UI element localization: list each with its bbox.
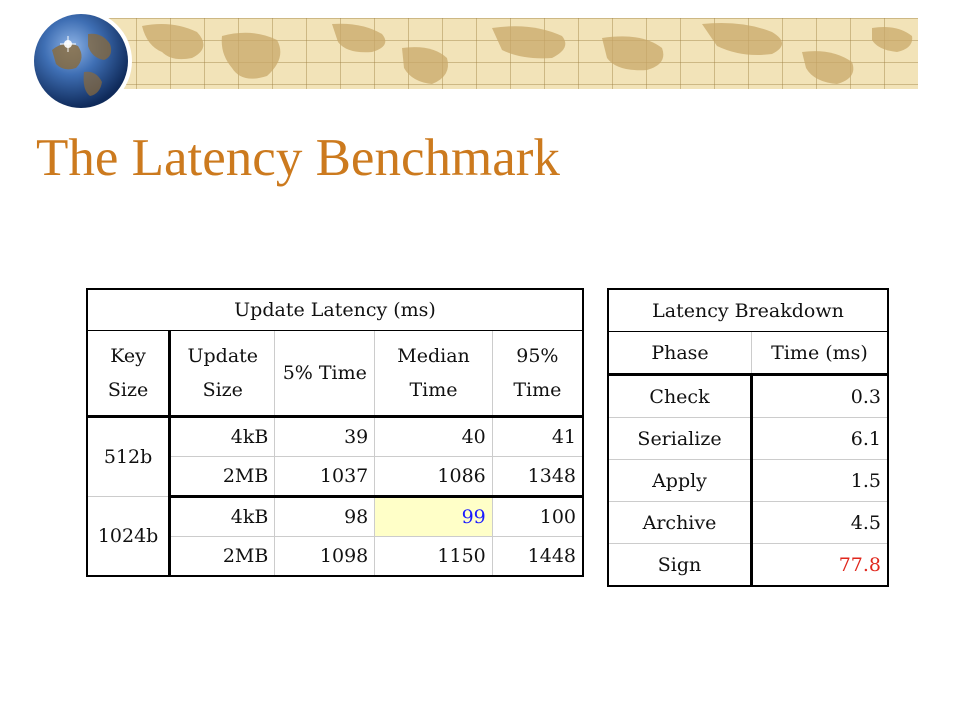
- update-latency-table: [86, 288, 584, 577]
- median-cell: 40: [375, 417, 492, 457]
- table-row: [87, 417, 583, 457]
- p95-cell: 1448: [492, 537, 583, 577]
- page-title: The Latency Benchmark: [36, 129, 560, 187]
- table-row: [608, 544, 888, 587]
- table-caption: Latency Breakdown: [608, 289, 888, 332]
- time-cell: 4.5: [752, 502, 889, 544]
- update-size-cell: 2MB: [170, 457, 275, 497]
- phase-cell: Check: [608, 375, 752, 418]
- key-size-cell: 512b: [87, 417, 170, 497]
- table-caption: Update Latency (ms): [87, 289, 583, 331]
- globe-logo: [30, 10, 132, 112]
- table-row: [608, 502, 888, 544]
- key-size-cell: 1024b: [87, 497, 170, 577]
- p95-cell: 1348: [492, 457, 583, 497]
- column-header: Key Size: [87, 331, 170, 417]
- p95-cell: 100: [492, 497, 583, 537]
- p5-cell: 39: [275, 417, 375, 457]
- column-header: Median Time: [375, 331, 492, 417]
- median-cell: 1086: [375, 457, 492, 497]
- column-header: Update Size: [170, 331, 275, 417]
- time-cell: 0.3: [752, 375, 889, 418]
- time-cell-highlighted: 77.8: [752, 544, 889, 587]
- time-cell: 6.1: [752, 418, 889, 460]
- p5-cell: 98: [275, 497, 375, 537]
- phase-cell: Serialize: [608, 418, 752, 460]
- table-row: [608, 375, 888, 418]
- world-map-icon: [102, 18, 918, 89]
- phase-cell: Apply: [608, 460, 752, 502]
- p95-cell: 41: [492, 417, 583, 457]
- column-header: 95% Time: [492, 331, 583, 417]
- p5-cell: 1037: [275, 457, 375, 497]
- update-size-cell: 4kB: [170, 497, 275, 537]
- update-size-cell: 2MB: [170, 537, 275, 577]
- time-cell: 1.5: [752, 460, 889, 502]
- update-size-cell: 4kB: [170, 417, 275, 457]
- column-header: 5% Time: [275, 331, 375, 417]
- header-banner: [102, 18, 918, 89]
- column-header: Phase: [608, 332, 752, 375]
- p5-cell: 1098: [275, 537, 375, 577]
- latency-breakdown-table: [607, 288, 889, 587]
- table-row: [87, 497, 583, 537]
- median-cell: 1150: [375, 537, 492, 577]
- phase-cell: Archive: [608, 502, 752, 544]
- phase-cell: Sign: [608, 544, 752, 587]
- median-cell-highlighted: 99: [375, 497, 492, 537]
- table-row: [608, 418, 888, 460]
- column-header: Time (ms): [752, 332, 889, 375]
- table-row: [608, 460, 888, 502]
- globe-icon: [30, 10, 132, 112]
